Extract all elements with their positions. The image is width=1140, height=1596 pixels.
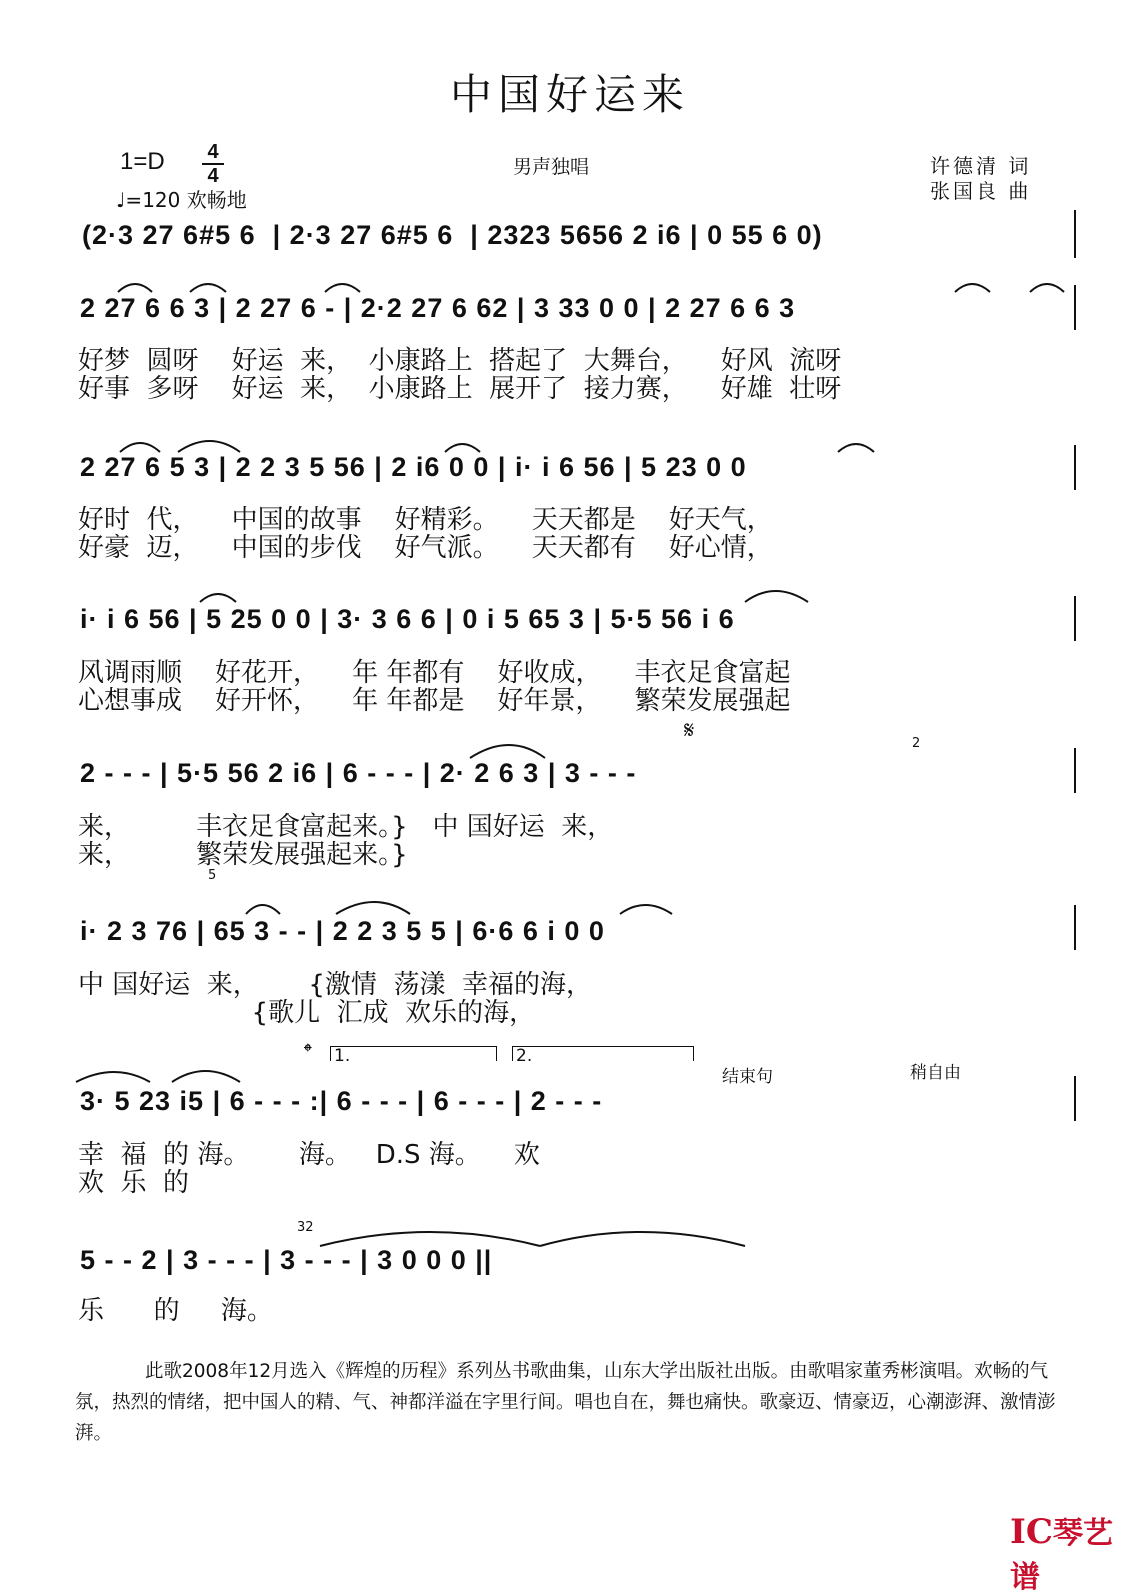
- slur-marks: [0, 1220, 1140, 1250]
- slur-marks: [0, 888, 1140, 918]
- segno-sign: 𝄋: [684, 716, 695, 744]
- tempo-marking: ♩=120 欢畅地: [116, 188, 247, 212]
- grace-note-2: 2: [912, 736, 921, 751]
- lyric-row-7-verse-1: 幸 福 的 海。 海。 D.S 海。 欢: [78, 1140, 540, 1170]
- song-title: 中国好运来: [449, 70, 690, 119]
- lyric-row-3-verse-1: 好时 代， 中国的故事 好精彩。 天天都是 好天气，: [78, 505, 773, 535]
- key-signature: 1=D: [120, 148, 165, 175]
- lyric-row-7-verse-2: 欢 乐 的: [78, 1168, 190, 1198]
- barline: [1074, 285, 1076, 330]
- slur-marks: [0, 732, 1140, 762]
- ending-phrase-label: 结束句: [722, 1067, 773, 1087]
- score-row-6-notes: i· 2 3 76 | 65 3 - - | 2 2 3 5 5 | 6·6 6 i 0 0: [80, 916, 605, 946]
- site-logo: [1010, 1508, 1140, 1596]
- barline: [1074, 748, 1076, 793]
- lyricist-credit: 许德清 词: [930, 154, 1032, 178]
- lyric-row-4-verse-2: 心想事成 好开怀， 年 年都是 好年景， 繁荣发展强起: [78, 686, 791, 716]
- lyric-row-3-verse-2: 好豪 迈， 中国的步伐 好气派。 天天都有 好心情，: [78, 533, 773, 563]
- time-signature: [202, 142, 224, 186]
- score-row-3-notes: 2 27 6 5 3 | 2 2 3 5 56 | 2 i6 0 0 | i· i 6 56 | 5 23 0 0: [80, 452, 747, 482]
- slur-marks: [0, 428, 1140, 458]
- slur-marks: [0, 270, 1140, 300]
- grace-note-5: 5: [208, 868, 217, 883]
- coda-sign: 𝄌: [304, 1040, 312, 1065]
- lyric-row-5-verse-1: 来， 丰衣足食富起来。} 中 国好运 来，: [78, 812, 614, 842]
- score-row-1-notes: (2·3 27 6#5 6 | 2·3 27 6#5 6 | 2323 5656 2 i6 | 0 55 6 0): [82, 220, 823, 250]
- logo-icon: IC: [1010, 1512, 1053, 1552]
- slur-marks: [0, 578, 1140, 608]
- barline: [1074, 210, 1076, 258]
- lyric-row-2-verse-2: 好事 多呀 好运 来， 小康路上 展开了 接力赛， 好雄 壮呀: [78, 374, 842, 404]
- lyric-row-2-verse-1: 好梦 圆呀 好运 来， 小康路上 搭起了 大舞台， 好风 流呀: [78, 346, 842, 376]
- score-row-7-notes: 3· 5 23 i5 | 6 - - - :| 6 - - - | 6 - - - | 2 - - -: [80, 1086, 603, 1116]
- score-row-5-notes: 2 - - - | 5·5 56 2 i6 | 6 - - - | 2· 2 6 3 | 3 - - -: [80, 758, 637, 788]
- time-bottom: 4: [207, 165, 219, 187]
- barline: [1074, 596, 1076, 641]
- song-note-paragraph: 此歌2008年12月选入《辉煌的历程》系列丛书歌曲集，山东大学出版社出版。由歌唱家董秀彬演唱。欢畅的气氛，热烈的情绪，把中国人的精、气、神都洋溢在字里行间。唱也自在，舞也痛快。歌豪迈、情豪迈，心潮澎湃、激情澎湃。: [75, 1361, 1056, 1444]
- logo-text: 琴艺谱: [1010, 1516, 1113, 1595]
- grace-note-32: 32: [297, 1220, 314, 1235]
- score-row-4-notes: i· i 6 56 | 5 25 0 0 | 3· 3 6 6 | 0 i 5 65 3 | 5·5 56 i 6: [80, 604, 735, 634]
- barline: [1074, 445, 1076, 490]
- score-row-2-notes: 2 27 6 6 3 | 2 27 6 - | 2·2 27 6 62 | 3 33 0 0 | 2 27 6 6 3: [80, 293, 796, 323]
- performance-type: 男声独唱: [513, 156, 590, 178]
- lyric-row-6-verse-1: 中 国好运 来， {激情 荡漾 幸福的海，: [78, 970, 592, 1000]
- composer-credit: 张国良 曲: [930, 179, 1032, 203]
- rubato-label: 稍自由: [910, 1063, 961, 1083]
- lyric-row-8: 乐 的 海。: [78, 1296, 273, 1326]
- volta-1-label: 1.: [334, 1046, 351, 1066]
- barline: [1074, 1076, 1076, 1121]
- lyric-row-6-verse-2: {歌儿 汇成 欢乐的海，: [78, 998, 536, 1028]
- slur-marks: [0, 1056, 1140, 1086]
- score-row-8-notes: 5 - - 2 | 3 - - - | 3 - - - | 3 0 0 0 ||: [80, 1245, 493, 1275]
- volta-2-label: 2.: [516, 1046, 533, 1066]
- time-top: 4: [207, 141, 219, 163]
- barline: [1074, 905, 1076, 950]
- lyric-row-5-verse-2: 来， 繁荣发展强起来。}: [78, 840, 408, 870]
- lyric-row-4-verse-1: 风调雨顺 好花开， 年 年都有 好收成， 丰衣足食富起: [78, 658, 791, 688]
